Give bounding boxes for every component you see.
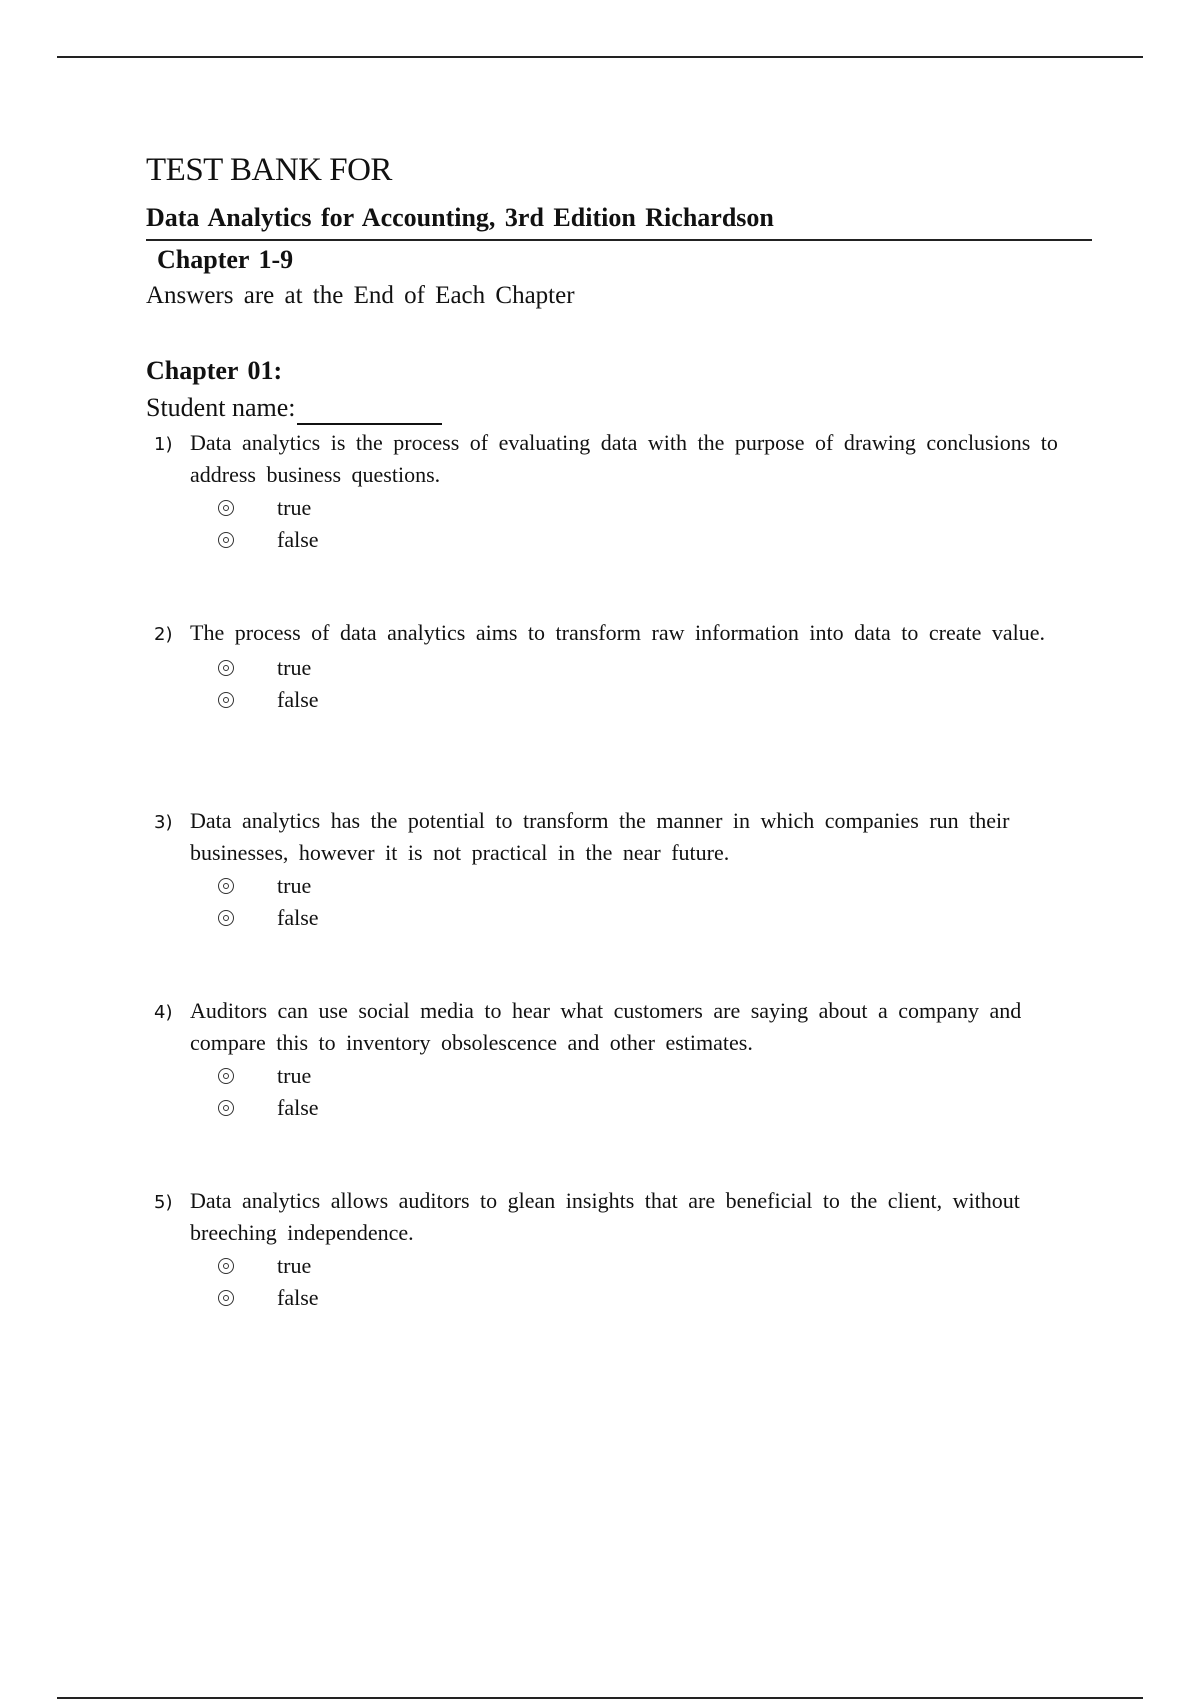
answers-note: Answers are at the End of Each Chapter [146,282,575,309]
answer-options [146,652,1066,716]
option-true[interactable] [218,1250,1066,1282]
option-label: false [277,527,319,552]
question-3 [146,806,1066,934]
option-false[interactable] [218,1282,1066,1314]
radio-dot-icon [223,883,229,889]
radio-dot-icon [223,697,229,703]
question-text [146,806,1066,868]
radio-dot-icon [223,1295,229,1301]
question-body: Data analytics is the process of evaluating data with the purpose of drawing conclusions to address business questions. [190,430,1058,487]
option-label: true [277,1063,312,1088]
student-name-label: Student name: [146,393,296,422]
question-number: 3) [154,812,173,833]
document-header [146,150,1092,190]
question-4 [146,996,1066,1124]
option-false[interactable] [218,524,1066,556]
book-title: Data Analytics for Accounting, 3rd Edition Richardson [146,201,1092,241]
radio-icon[interactable] [218,1290,234,1306]
radio-dot-icon [223,915,229,921]
radio-icon[interactable] [218,1258,234,1274]
question-1 [146,428,1066,556]
option-label: true [277,495,312,520]
radio-icon[interactable] [218,878,234,894]
chapter-heading: Chapter 01: [146,356,283,385]
question-body: Data analytics has the potential to transform the manner in which companies run their businesses, however it is not practical in the near future. [190,808,1010,865]
answer-options [146,1060,1066,1124]
question-2 [146,618,1066,716]
radio-icon[interactable] [218,1100,234,1116]
radio-icon[interactable] [218,660,234,676]
option-true[interactable] [218,492,1066,524]
option-false[interactable] [218,684,1066,716]
question-text [146,428,1066,490]
radio-icon[interactable] [218,1068,234,1084]
option-label: true [277,1253,312,1278]
chapter-range: Chapter 1-9 [157,245,294,274]
option-true[interactable] [218,652,1066,684]
radio-dot-icon [223,1105,229,1111]
radio-icon[interactable] [218,500,234,516]
top-rule [57,56,1143,58]
question-5 [146,1186,1066,1314]
answer-options [146,870,1066,934]
question-text [146,996,1066,1058]
question-body: Auditors can use social media to hear what customers are saying about a company and compare this to inventory obsolescence and other estimates. [190,998,1022,1055]
option-false[interactable] [218,1092,1066,1124]
radio-icon[interactable] [218,692,234,708]
option-label: true [277,655,312,680]
radio-dot-icon [223,537,229,543]
question-number: 1) [154,434,173,455]
option-true[interactable] [218,870,1066,902]
question-number: 2) [154,624,173,645]
option-true[interactable] [218,1060,1066,1092]
question-text [146,1186,1066,1248]
option-label: false [277,1285,319,1310]
question-body: The process of data analytics aims to transform raw information into data to create value. [190,620,1045,645]
radio-dot-icon [223,665,229,671]
option-label: false [277,687,319,712]
test-bank-title: TEST BANK FOR [146,152,392,188]
radio-icon[interactable] [218,910,234,926]
student-name-field[interactable] [297,397,442,425]
question-number: 5) [154,1192,173,1213]
option-false[interactable] [218,902,1066,934]
question-text [146,618,1066,650]
bottom-rule [57,1697,1143,1699]
question-body: Data analytics allows auditors to glean insights that are beneficial to the client, without breeching independence. [190,1188,1020,1245]
question-number: 4) [154,1002,173,1023]
option-label: false [277,1095,319,1120]
answer-options [146,492,1066,556]
radio-dot-icon [223,1073,229,1079]
radio-icon[interactable] [218,532,234,548]
option-label: true [277,873,312,898]
radio-dot-icon [223,505,229,511]
answer-options [146,1250,1066,1314]
option-label: false [277,905,319,930]
radio-dot-icon [223,1263,229,1269]
student-name-row [146,391,442,425]
